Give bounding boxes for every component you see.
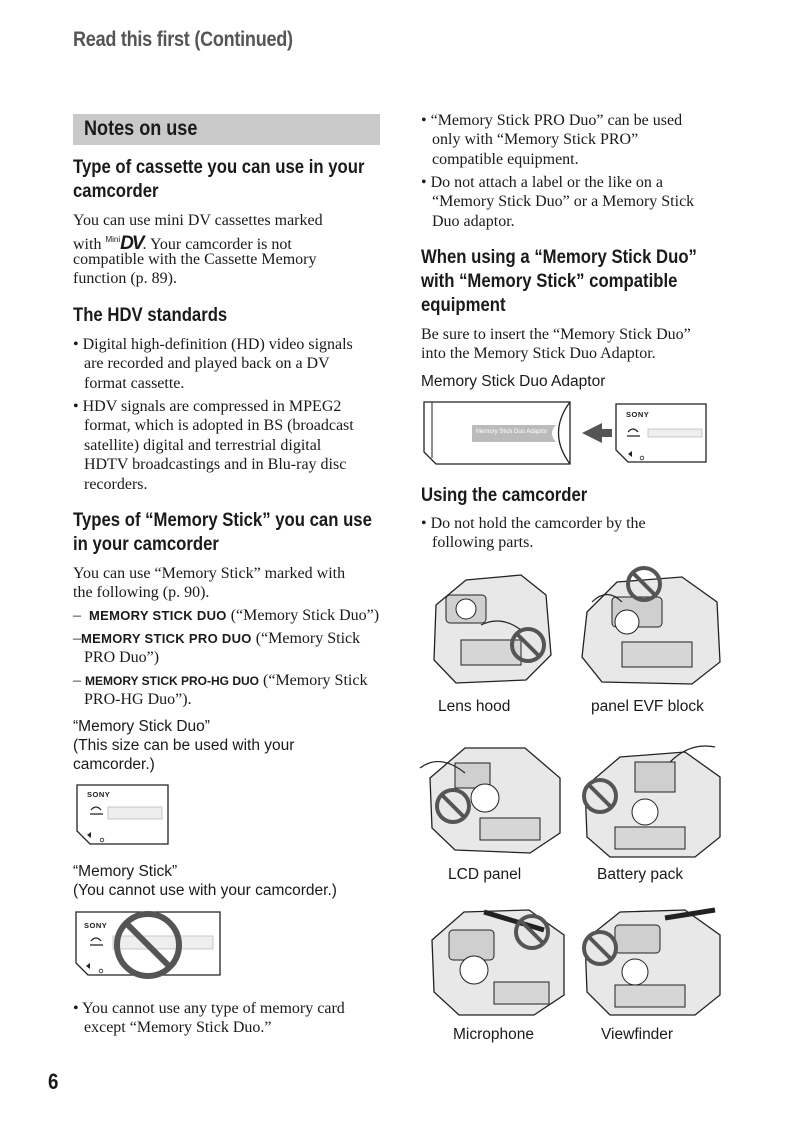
caption-stick-2: (You cannot use with your camcorder.) (73, 882, 337, 899)
label-lens-hood: Lens hood (438, 698, 511, 715)
cassette-heading-1: Type of cassette you can use in your (73, 157, 365, 178)
ms-type-item-2 (73, 629, 360, 649)
ms-types-text-1: You can use “Memory Stick” marked with (73, 565, 346, 582)
using-text-2: following parts. (432, 534, 534, 551)
dash: – (73, 630, 81, 647)
using-heading: Using the camcorder (421, 485, 588, 506)
sony-logo: SONY (87, 790, 111, 799)
label-viewfinder: Viewfinder (601, 1026, 674, 1043)
duo-heading-2: with “Memory Stick” compatible (421, 271, 678, 292)
pro-b2-l2: “Memory Stick Duo” or a Memory Stick (432, 193, 695, 210)
camcorder-panel-evf-image (572, 562, 722, 690)
camcorder-microphone-image (424, 900, 574, 1020)
cassette-text-1: You can use mini DV cassettes marked (73, 212, 323, 229)
duo-text-2: into the Memory Stick Duo Adaptor. (421, 345, 656, 362)
cassette-text-3: compatible with the Cassette Memory (73, 251, 317, 268)
memory-stick-duo-logo: MEMORY STICK DUO (89, 608, 227, 623)
cassette-text-2-pre: with (73, 236, 102, 253)
pro-b1-l1: • “Memory Stick PRO Duo” can be used (421, 112, 683, 129)
ms-type-item-2-cont: PRO Duo”) (84, 649, 160, 666)
label-lcd-panel: LCD panel (448, 866, 522, 883)
ms-type-item-3 (73, 671, 367, 692)
adaptor-image (422, 400, 712, 470)
pro-b2-l3: Duo adaptor. (432, 213, 515, 230)
adaptor-label: Memory Stick Duo Adaptor (476, 429, 548, 435)
ms-types-heading-1: Types of “Memory Stick” you can use (73, 510, 372, 531)
hdv-b2-l4: HDTV broadcastings and in Blu-ray disc (84, 456, 347, 473)
using-text-1: • Do not hold the camcorder by the (421, 515, 646, 532)
hdv-b2-l2: format, which is adopted in BS (broadcast (84, 417, 354, 434)
camcorder-lcd-panel-image (420, 738, 570, 858)
dash: – (73, 672, 81, 689)
ms-type-item-1 (73, 606, 379, 626)
pro-b1-l2: only with “Memory Stick PRO” (432, 131, 639, 148)
cassette-text-2-post: . Your camcorder is not (142, 236, 292, 253)
dash: – (73, 607, 81, 624)
hdv-b2-l3: satellite) digital and terrestrial digital (84, 437, 322, 454)
label-microphone: Microphone (453, 1026, 534, 1043)
hdv-heading: The HDV standards (73, 305, 228, 326)
label-battery-pack: Battery pack (597, 866, 684, 883)
camcorder-viewfinder-image (575, 900, 725, 1020)
memory-card-note-1: • You cannot use any type of memory card (73, 1000, 345, 1017)
adaptor-caption: Memory Stick Duo Adaptor (421, 373, 606, 390)
sony-logo: SONY (626, 410, 650, 419)
ms-types-heading-2: in your camcorder (73, 534, 219, 555)
memory-card-note-2: except “Memory Stick Duo.” (84, 1019, 272, 1036)
memory-stick-pro-duo-logo: MEMORY STICK PRO DUO (81, 631, 252, 646)
label-panel-evf: panel EVF block (591, 698, 704, 715)
ms-type-item-3-text: (“Memory Stick (263, 672, 368, 689)
page-header: Read this first (Continued) (73, 28, 293, 51)
camcorder-lens-hood-image (426, 565, 576, 690)
arrow-left-icon (582, 423, 612, 443)
pro-b2-l1: • Do not attach a label or the like on a (421, 174, 663, 191)
camcorder-battery-pack-image (575, 742, 725, 862)
section-title-box (73, 114, 380, 145)
hdv-b1-l1: • Digital high-definition (HD) video signals (73, 336, 353, 353)
hdv-b2-l5: recorders. (84, 476, 148, 493)
memory-stick-pro-hg-duo-logo: MEMORY STICK PRO-HG DUO (85, 674, 260, 688)
sony-logo: SONY (84, 921, 108, 930)
cassette-text-4: function (p. 89). (73, 270, 177, 287)
mini-dv-mini-label: Mini (105, 235, 121, 244)
duo-heading-3: equipment (421, 295, 506, 316)
section-title: Notes on use (84, 117, 198, 140)
cassette-heading-2: camcorder (73, 181, 159, 202)
page-number: 6 (48, 1069, 59, 1094)
caption-stick-1: “Memory Stick” (73, 863, 178, 880)
caption-duo-2: (This size can be used with your (73, 737, 295, 754)
mini-dv-logo: DV (120, 233, 143, 254)
caption-duo-3: camcorder.) (73, 756, 155, 773)
ms-types-text-2: the following (p. 90). (73, 584, 210, 601)
ms-type-item-3-cont: PRO-HG Duo”). (84, 691, 192, 708)
ms-type-item-1-text: (“Memory Stick Duo”) (230, 607, 380, 624)
hdv-b2-l1: • HDV signals are compressed in MPEG2 (73, 398, 342, 415)
ms-type-item-2-text: (“Memory Stick (255, 630, 361, 647)
pro-b1-l3: compatible equipment. (432, 151, 579, 168)
hdv-b1-l2: are recorded and played back on a DV (84, 355, 330, 372)
hdv-b1-l3: format cassette. (84, 375, 185, 392)
caption-duo-1: “Memory Stick Duo” (73, 718, 210, 735)
duo-text-1: Be sure to insert the “Memory Stick Duo” (421, 326, 691, 343)
duo-heading-1: When using a “Memory Stick Duo” (421, 247, 697, 268)
